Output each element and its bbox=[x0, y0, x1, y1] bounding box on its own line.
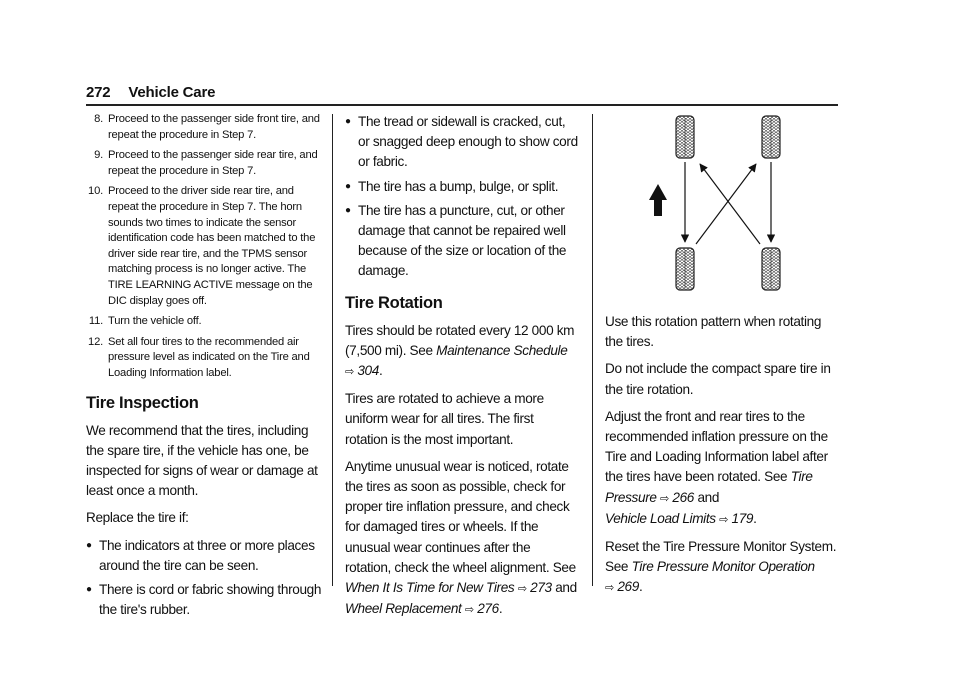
column-divider-1 bbox=[332, 114, 333, 586]
page-ref-arrow-icon: ⇨ bbox=[660, 492, 669, 505]
list-item: ● The tire has a puncture, cut, or other damage that cannot be repaired well because of the size or location of the damage. bbox=[345, 202, 567, 279]
rear-right-to-front-left-arrow bbox=[700, 164, 760, 244]
page-number: 272 bbox=[86, 84, 111, 101]
tire-front-left-icon bbox=[676, 116, 694, 158]
reset-tpms-paragraph: Reset the Tire Pressure Monitor System. See Tire Pressure Monitor Operation ⇨ 269. bbox=[605, 539, 837, 595]
link-new-tires[interactable]: When It Is Time for New Tires bbox=[345, 580, 515, 596]
step-item: 10. Proceed to the driver side rear tire, and repeat the procedure in Step 7. The horn sounds two times to indicate the sensor identification code has been matched to the driver side rear tire, and the TPMS sensor matching process is no longer active. The TIRE LEARNING ACTIVE message on the DIC display goes off. bbox=[88, 185, 316, 307]
tire-inspection-heading: Tire Inspection bbox=[86, 393, 199, 412]
page-ref[interactable]: 179 bbox=[731, 510, 754, 526]
page-ref[interactable]: 266 bbox=[672, 489, 694, 505]
step-item: 11. Turn the vehicle off. bbox=[88, 315, 202, 328]
page-ref[interactable]: 269 bbox=[617, 579, 639, 595]
replace-bullets bbox=[86, 536, 322, 621]
page-ref[interactable]: 304 bbox=[357, 363, 379, 379]
page-ref-arrow-icon: ⇨ bbox=[719, 513, 729, 526]
list-item: ● The tire has a bump, bulge, or split. bbox=[345, 177, 579, 197]
replace-bullets-cont bbox=[345, 112, 579, 282]
link-maintenance-schedule[interactable]: Maintenance Schedule bbox=[436, 342, 568, 358]
page-ref[interactable]: 273 bbox=[530, 580, 552, 596]
bullet-icon: ● bbox=[345, 116, 351, 127]
column-2 bbox=[345, 112, 579, 627]
page-ref-arrow-icon: ⇨ bbox=[605, 582, 614, 595]
page-header bbox=[86, 84, 215, 101]
page-ref-arrow-icon: ⇨ bbox=[464, 604, 474, 617]
header-rule bbox=[86, 104, 838, 106]
link-tpms-operation[interactable]: Tire Pressure Monitor Operation bbox=[631, 559, 815, 575]
tire-rotation-heading: Tire Rotation bbox=[345, 293, 443, 312]
rear-left-to-front-right-arrow bbox=[696, 164, 756, 244]
tire-rear-left-icon bbox=[676, 248, 694, 290]
rotation-pattern-paragraph: Use this rotation pattern when rotating the tires. bbox=[605, 314, 822, 350]
section-title: Vehicle Care bbox=[128, 84, 216, 101]
step-item: 8. Proceed to the passenger side front tire, and repeat the procedure in Step 7. bbox=[94, 113, 320, 141]
procedure-steps bbox=[86, 112, 322, 382]
unusual-wear-paragraph: Anytime unusual wear is noticed, rotate the tires as soon as possible, check for proper tire inflation pressure, and check for damaged tires or wheels. If the unusual wear continues after the rotation, check the wheel alignment. See When It Is Time for New Tires ⇨ 273 and Wheel Replacement ⇨ 276. bbox=[345, 458, 577, 617]
bullet-icon: ● bbox=[86, 583, 92, 595]
link-wheel-replacement[interactable]: Wheel Replacement bbox=[345, 601, 462, 617]
inspection-intro: We recommend that the tires, including the spare tire, if the vehicle has one, be inspected for signs of wear or damage at least once a month. bbox=[86, 422, 318, 499]
list-item: ● The indicators at three or more places around the tire can be seen. bbox=[86, 537, 315, 573]
bullet-icon: ● bbox=[345, 180, 351, 192]
link-vehicle-load-limits[interactable]: Vehicle Load Limits bbox=[605, 510, 716, 526]
tire-rotation-diagram bbox=[648, 112, 798, 307]
vehicle-front-direction-icon bbox=[649, 184, 667, 216]
link-tire-pressure[interactable]: Tire Pressure bbox=[605, 469, 813, 505]
spare-tire-paragraph: Do not include the compact spare tire in the tire rotation. bbox=[605, 361, 831, 397]
page-ref-arrow-icon: ⇨ bbox=[517, 583, 527, 596]
column-divider-2 bbox=[592, 114, 593, 586]
rotation-purpose-paragraph: Tires are rotated to achieve a more uniform wear for all tires. The first rotation is the most important. bbox=[345, 391, 544, 447]
tire-front-right-icon bbox=[762, 116, 780, 158]
page-ref[interactable]: 276 bbox=[477, 601, 499, 617]
replace-intro: Replace the tire if: bbox=[86, 510, 189, 526]
column-1 bbox=[86, 112, 322, 624]
column-3 bbox=[605, 312, 839, 606]
bullet-icon: ● bbox=[345, 204, 351, 216]
list-item: ● There is cord or fabric showing through the tire's rubber. bbox=[86, 581, 322, 618]
inflation-paragraph: Adjust the front and rear tires to the recommended inflation pressure on the Tire and Loading Information label after the tires have been rotated. See Tire Pressure ⇨ 266 and Vehicle Load Limits ⇨ 179. bbox=[605, 408, 828, 526]
page-ref-arrow-icon: ⇨ bbox=[345, 366, 354, 379]
step-item: 9. Proceed to the passenger side rear tire, and repeat the procedure in Step 7. bbox=[94, 149, 318, 177]
rotation-interval-paragraph: Tires should be rotated every 12 000 km (7,500 mi). See Maintenance Schedule ⇨ 304. bbox=[345, 322, 575, 379]
step-item: 12. Set all four tires to the recommended air pressure level as indicated on the Tire and Loading Information label. bbox=[88, 335, 310, 379]
list-item: ● The tread or sidewall is cracked, cut, or snagged deep enough to show cord or fabric. bbox=[345, 114, 578, 170]
tire-rear-right-icon bbox=[762, 248, 780, 290]
bullet-icon: ● bbox=[86, 539, 92, 551]
